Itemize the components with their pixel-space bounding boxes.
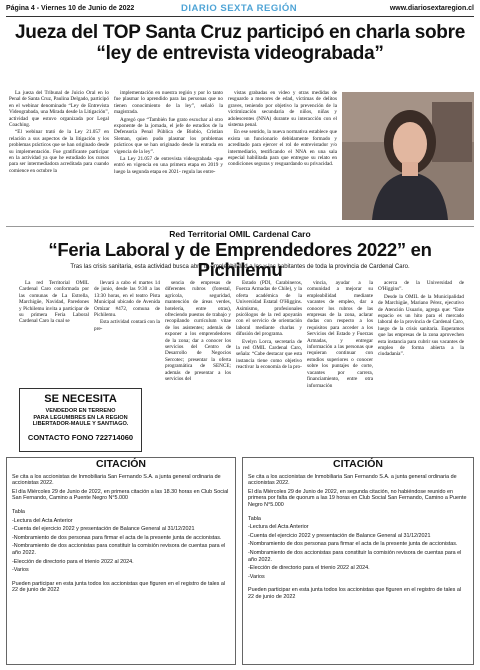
paragraph: Agregó que “También fue grato escuchar al otro exponente de la jornada, el jefe de estudios de la Defensoría Penal Pública de Biobío, Cristian Sleman, quien pudo plasmar los problemas prácticos que se han originado desde la entrada en vigencia de la ley”.	[114, 116, 223, 155]
brand-name: DIARIO SEXTA REGIÓN	[181, 3, 298, 14]
citation-item: -Cuenta del ejercicio 2022 y presentación de Balance General al 31/12/2021	[248, 532, 431, 539]
citation-table-label: Tabla	[12, 508, 25, 515]
citation-notice-right	[242, 457, 474, 665]
section-divider	[6, 226, 474, 227]
citation-title: CITACIÓN	[333, 458, 383, 470]
article2-headline: “Feria Laboral y de Emprendedores 2022” en Pichilemu	[48, 239, 432, 280]
citation-item: -Varios	[12, 567, 29, 574]
ad-line: VENDEDOR EN TERRENO	[45, 408, 116, 414]
citation-title: CITACIÓN	[96, 458, 146, 470]
paragraph: vistas grabadas en video y otras medidas de resguardo a menores de edad, víctimas de delitos graves, teniendo por objetivo la prevención de la victimización secundaria de niños, niñas y adolescentes (NNA) durante su interacción con el sistema penal.	[228, 90, 337, 129]
citation-item: -Varios	[248, 573, 265, 580]
paragraph: sencia de empresas de diferentes rubros (forestal, agrícola, seguridad, mantención de áreas verdes, hotelería, entre otras), ofreciendo puestos de trabajo y recopilando currículum vitae de los asistentes; además de exponer a los emprendedores de la zona; dar a conocer los servicios del Centro de Desarrollo de Negocios Sercotec; presentar la oferta programática de SENCE; además de presentar a los servicios del	[165, 280, 231, 383]
citation-table-label: Tabla	[248, 515, 261, 522]
citation-schedule: El día Miércoles 29 de Junio de 2022, en primera citación a las 18.30 horas en Club Social San Fernando, Camino a Puente Negro N°5.000	[12, 488, 229, 502]
paragraph: La red Territorial OMIL Cardenal Caro conformada por las comunas de La Estrella, Marchigüe, Navidad, Paredones y Pichilemu invita a participar de su primera Feria Laboral Cardenal Caro la cual se	[19, 280, 89, 325]
citation-item: -Nombramiento de dos personas para firmar el acta de la presente junta de accionistas.	[12, 534, 222, 541]
site-url[interactable]: www.diariosextaregion.cl	[389, 5, 474, 12]
article2-kicker: Red Territorial OMIL Cardenal Caro	[169, 229, 311, 239]
paragraph: llevará a cabo el martes 14 de junio, desde las 9:30 a las 13:30 horas, en el teatro Pista Municipal ubicado de Avenida Ortúzar #472, comuna de Pichilemu.	[94, 280, 160, 319]
paragraph: Esta actividad contará con la pre-	[94, 319, 160, 332]
citation-item: -Cuenta del ejercicio 2022 y presentación de Balance General al 31/12/2021	[12, 526, 195, 533]
paragraph: Desde la OMIL de la Municipalidad de Marchigüe, Mariano Pérez, ejecutivo de Atención Usuario, agrega que: “Este espacio es un hito para el mercado laboral de la provincia de Cardenal Caro, luego de la crisis sanitaria. Esperamos que las empresas de la zona aprovechen esta instancia para cubrir sus vacantes de empleo de forma abierta a la ciudadanía”.	[378, 293, 464, 358]
article2-column-3	[165, 280, 231, 452]
paragraph: Estado (PDI, Carabineros, Fuerza Armadas de Chile), y la oferta académica de la Universidad Estatal O'Higgins. Asimismo, profesionales psicólogos de la red apoyarán con el servicio de orientación laboral mediante charlas y difusión del programa.	[236, 280, 302, 338]
article1-column-3	[228, 90, 337, 224]
article1-headline: Jueza del TOP Santa Cruz participó en charla sobre “ley de entrevista videograbada”	[15, 22, 465, 64]
citation-item: -Elección de directorio para el trienio 2022 al 2024.	[12, 558, 134, 565]
citation-intro: Se cita a los accionistas de Inmobiliaria San Fernando S.A. a junta general ordinaria de accionistas 2022.	[248, 473, 457, 487]
paragraph: implementación en nuestra región y por lo tanto fue plasmar lo aprendido para las personas que no tienen conocimiento de la ley”, señaló la magistrada.	[114, 90, 223, 116]
page-header	[6, 4, 474, 16]
citation-closing: Pueden participar en esta junta todos los accionistas que figuren en el registro de tales al 22 de junio de 2022	[12, 580, 226, 594]
paragraph: La Ley 21.057 de entrevista videograbada -que entró en vigencia en una primera etapa en 2019 y luego la segunda etapa en 2021- regula las entre-	[114, 156, 223, 175]
citation-item: -Nombramiento de dos accionistas para constituir la comisión revisora de cuentas para el año 2022.	[12, 543, 226, 556]
article2-column-2	[94, 280, 160, 384]
ad-line: PARA LEGUMBRES EN LA REGION	[33, 414, 128, 421]
ad-body	[20, 408, 141, 428]
paragraph: Evelyn Lorca, secretaria de la red OMIL Cardenal Caro, señala: “Cabe destacar que esta instancia tiene como objetivo reactivar la economía de la pro-	[236, 338, 302, 371]
ad-title: SE NECESITA	[44, 393, 117, 405]
ad-line: LIBERTADOR-MAULE Y SANTIAGO.	[32, 421, 129, 427]
judge-photo	[342, 92, 474, 220]
article1-column-2	[114, 90, 223, 224]
citation-schedule: El día Miércoles 29 de Junio de 2022, en segunda citación, no habiéndose reunido en primera por falta de quorum a las 19 horas en Club Social San Fernando, Camino a Puente Negro N°5.000	[248, 488, 467, 508]
article2-column-5	[307, 280, 373, 452]
page-date: Página 4 - Viernes 10 de Junio de 2022	[6, 5, 135, 12]
paragraph: En ese sentido, la nueva normativa establece que exista un funcionario debidamente formado y acreditado para ejercer el rol de entrevistador y/o intermediario, testificando el NNA en una sala especial habilitada para que entregue su relato en condiciones seguras y resguardando su privacidad.	[228, 129, 337, 168]
article2-column-6	[378, 280, 464, 452]
article2-column-4	[236, 280, 302, 452]
citation-item: -Nombramiento de dos personas para firmar el acta de la presente junta de accionistas.	[248, 541, 458, 548]
citation-item: -Lectura del Acta Anterior	[248, 524, 309, 531]
citation-item: -Elección de directorio para el trienio 2022 al 2024.	[248, 565, 370, 572]
judge-photo-illustration	[342, 92, 474, 220]
article2-column-1	[19, 280, 89, 384]
paragraph: acerca de la Universidad de O'Higgins”.	[378, 280, 464, 293]
citation-item: -Lectura del Acta Anterior	[12, 517, 73, 524]
paragraph: “El webinar trató de la Ley 21.057 en relación a sus aspectos de la litigación y los problemas prácticos que se han originado desde su implementación. Fue gratificante participar en la actividad ya que he estudiado los cursos para ser intermediadora acreditada para cuando comience en octubre la	[9, 129, 109, 174]
article1-column-1	[9, 90, 109, 224]
paragraph: vincia, ayudar a la comunidad a mejorar su empleabilidad mediante vacantes de empleo, dar a conocer los rubros de las empresas de la zona, aclarar dudas con respecto a los requisitos para acceder a los Servicios del Estado y Fuerzas Armadas, y entregar información a las personas que requieran continuar con estudios superiores o conocer sobre los puntajes de corte, vacantes por carrera, financiamiento, entre otra información	[307, 280, 373, 389]
citation-closing: Pueden participar en esta junta todos los accionistas que figuren en el registro de tales al 22 de junio de 2022	[248, 587, 462, 600]
citation-notice-left	[6, 457, 236, 665]
citation-item: -Nombramiento de dos accionistas para constituir la comisión revisora de cuentas para el año 2022.	[248, 549, 462, 563]
paragraph: La jueza del Tribunal de Juicio Oral en lo Penal de Santa Cruz, Paulina Delgado, participó en el webinar denominado “Ley de Entrevista Videograbada, una Mirada desde la Litigación”, actividad que estuvo organizada por Legal Coaching.	[9, 90, 109, 129]
article2-subhead: Tras las crisis sanitaria, esta actividad busca abrir la empleabilidad a los y las habitantes de toda la provincia de Cardenal Caro.	[70, 264, 410, 270]
classified-ad	[19, 388, 142, 452]
header-rule	[6, 16, 474, 17]
citation-intro: Se cita a los accionistas de Inmobiliaria San Fernando S.A. a junta general ordinaria de accionistas 2022.	[12, 473, 221, 487]
ad-contact: CONTACTO FONO 722714060	[27, 432, 134, 442]
